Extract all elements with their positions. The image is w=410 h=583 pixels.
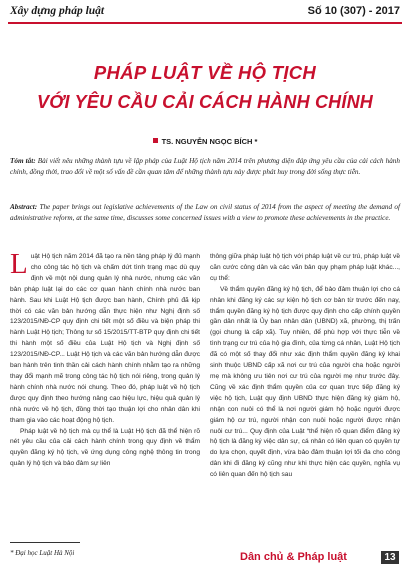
body-column-right [210, 252, 400, 481]
abstract-label: Abstract: [10, 203, 38, 211]
summary-vietnamese [10, 156, 400, 177]
summary-text: Bài viết nêu những thành tựu về lập pháp của Luật Hộ tịch năm 2014 trên phương diện đáp ứng yêu cầu của cải cách hành chính, đồng thời, trao đổi về một số vấn đề cần quan tâm để những thành tựu này được phát huy trong đời sống thực tiễn. [10, 157, 400, 176]
abstract-text: The paper brings out legislative achievements of the Law on civil status of 2014 from the aspect of meeting the demand of administrative reform, at the same time, discusses some concerned issues with a view to promote these achievements in the practice. [10, 203, 400, 222]
summary-label: Tóm tắt: [10, 157, 36, 165]
author-name: TS. NGUYỄN NGỌC BÍCH * [161, 137, 258, 146]
author-byline [0, 137, 410, 146]
article-title-line2: VỚI YÊU CẦU CẢI CÁCH HÀNH CHÍNH [37, 92, 373, 112]
drop-cap: L [10, 248, 28, 280]
paragraph: Về thẩm quyền đăng ký hộ tịch, để bảo đảm thuận lợi cho cá nhân khi đăng ký các sự kiện hộ tịch cơ bản từ trước đến nay, thẩm quyền đăng ký hộ tịch được quy định cho cấp chính quyền gần dân nhất là Ủy ban nhân dân (UBND) xã, phường, thị trấn (gọi chung là cấp xã). Tuy nhiên, để phù hợp với thực tiễn về tình trạng cư trú của hộ gia đình, của từng cá nhân, Luật Hộ tịch đã có một số thay đổi như xác định thẩm quyền đăng ký khai sinh thuộc UBND cấp xã nơi cư trú của người cha hoặc người mẹ mà không ưu tiên nơi cư trú của người mẹ như trước đây. Cũng về xác định thẩm quyền của cơ quan trực tiếp đăng ký việc hộ tịch, Luật quy định UBND thực hiện đăng ký giám hộ, nhận con nuôi có thể là nơi người giám hộ hoặc người được giám hộ cư trú, người nhận con nuôi hoặc người được nhận nuôi cư trú... Quy định của Luật “thể hiện rõ quan điểm đăng ký hộ tịch là đăng ký việc dân sự, cá nhân có liên quan có quyền tự do lựa chọn, quyết định, vừa bảo đảm thuận lợi tối đa cho công dân khi đi đăng ký cũng như khi thực hiện các quyền, nghĩa vụ có liên quan đến hộ tịch sau [210, 285, 400, 479]
footnote: * Đại học Luật Hà Nội [10, 549, 75, 557]
paragraph: Pháp luật về hộ tịch mà cụ thể là Luật Hộ tịch đã thể hiện rõ nét yêu cầu của cải cách hành chính trong quy định về thẩm quyền đăng ký hộ tịch, về ứng dụng công nghệ thông tin trong quản lý hộ tịch và bảo đảm sự liên [10, 427, 200, 468]
issue-number: Số 10 (307) - 2017 [307, 5, 400, 17]
summary-english [10, 202, 400, 223]
paragraph: thông giữa pháp luật hộ tịch với pháp luật về cư trú, pháp luật về căn cước công dân và các văn bản quy phạm pháp luật khác..., cụ thể: [210, 253, 400, 282]
paragraph-text: uật Hộ tịch năm 2014 đã tạo ra nền tảng pháp lý đủ mạnh cho công tác hộ tịch và chấm dứt tình trạng mạc dù quy định về một nội dung quản lý nhà nước, nhưng các văn bản pháp luật lại do các cơ quan hành chính nhà nước ban hành. Sau khi Luật Hộ tịch được ban hành, Chính phủ đã kịp thời có các văn bản hướng dẫn thực hiện như Nghị định số 123/2015/NĐ-CP quy định chi tiết một số điều và biện pháp thi hành Luật Hộ tịch; Thông tư số 15/2015/TT-BTP quy định chi tiết thi hành một số điều của Luật Hộ tịch và Nghị định số 123/2015/NĐ-CP... Luật Hộ tịch và các văn bản hướng dẫn được ban hành trên tinh thần cải cách hành chính nhằm tạo ra những thay đổi mạnh mẽ trong công tác hộ tịch nói riêng, trong quản lý hành chính nhà nước nói chung. Theo đó, pháp luật về hộ tịch được quy định theo hướng nâng cao hiệu lực, hiệu quả quản lý nhà nước về hộ tịch, đồng thời tạo thuận lợi cho nhân dân khi tham gia vào các hoạt động hộ tịch. [10, 253, 201, 424]
footnote-divider [10, 542, 80, 543]
square-bullet-icon [153, 138, 158, 143]
article-title-line1: PHÁP LUẬT VỀ HỘ TỊCH [93, 62, 317, 83]
footer-brand: Dân chủ & Pháp luật [240, 551, 347, 563]
magazine-name: Xây dựng pháp luật [10, 5, 105, 17]
paragraph [10, 248, 201, 427]
header-divider [8, 22, 402, 24]
body-column-left [10, 248, 201, 470]
page-number: 13 [381, 551, 399, 564]
